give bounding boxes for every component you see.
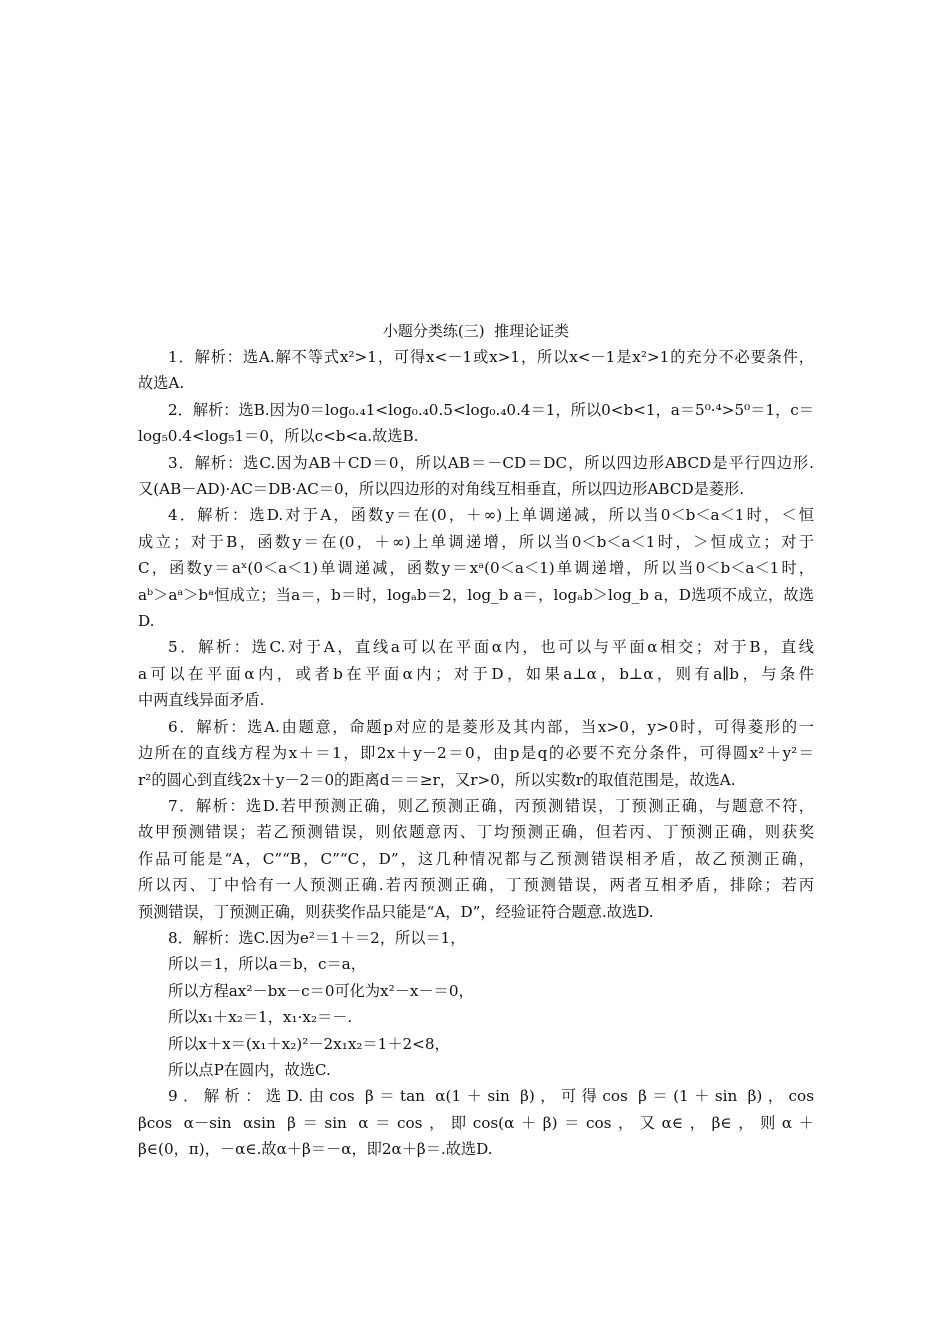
solution-paragraph <box>138 397 814 450</box>
document-body <box>138 318 814 1163</box>
paragraph-line: D. <box>138 612 155 631</box>
solution-paragraph <box>138 714 814 793</box>
paragraph-line: 故甲预测错误；若乙预测错误，则依题意丙、丁均预测正确，但若丙、丁预测正确，则获奖 <box>138 823 814 842</box>
paragraph-line: 8．解析：选C.因为e²＝1＋＝2，所以＝1， <box>168 928 466 947</box>
solution-paragraph <box>138 925 814 1083</box>
paragraph-line: 3．解析：选C.因为AB＋CD＝0，所以AB＝－CD＝DC，所以四边形ABCD是平行四边形. <box>168 453 814 472</box>
paragraph-line: 2．解析：选B.因为0＝log₀.₄1<log₀.₄0.5<log₀.₄0.4＝1，所以0<b<1，a＝5⁰·⁴>5⁰＝1，c＝ <box>168 400 814 419</box>
paragraph-line: 成立；对于B，函数y＝在(0，＋∞)上单调递增，所以当0＜b＜a＜1时，＞恒成立；对于 <box>138 532 814 551</box>
solution-paragraph <box>138 793 814 925</box>
paragraph-line: 又(AB－AD)·AC＝DB·AC＝0，所以四边形的对角线互相垂直，所以四边形ABCD是菱形. <box>138 480 745 499</box>
solution-paragraph <box>138 502 814 634</box>
paragraph-line: 9．解析：选D.由cos β＝tan α(1＋sin β)，可得cos β＝(1＋sin β)，cos <box>168 1087 814 1106</box>
paragraph-line: βcos α－sin αsin β＝sin α＝cos，即cos(α＋β)＝cos，又α∈，β∈，则α＋ <box>138 1113 814 1132</box>
paragraph-line: 所以方程ax²－bx－c＝0可化为x²－x－＝0， <box>168 981 474 1000</box>
paragraph-line: r²的圆心到直线2x＋y－2＝0的距离d＝＝≥r，又r>0，所以实数r的取值范围是，故选A. <box>138 770 736 789</box>
solution-paragraph <box>138 344 814 397</box>
paragraph-line: 作品可能是“A，C”“B，C”“C，D”，这几种情况都与乙预测错误相矛盾，故乙预测正确， <box>138 849 814 868</box>
paragraph-line: 所以x＋x＝(x₁＋x₂)²－2x₁x₂＝1＋2<8， <box>168 1034 450 1053</box>
paragraph-line: 所以x₁＋x₂＝1，x₁·x₂＝－. <box>168 1008 353 1027</box>
paragraph-line: 5．解析：选C.对于A，直线a可以在平面α内，也可以与平面α相交；对于B，直线 <box>168 638 814 657</box>
paragraph-line: 预测错误，丁预测正确，则获奖作品只能是“A，D”，经验证符合题意.故选D. <box>138 902 654 921</box>
solution-paragraph <box>138 634 814 713</box>
paragraph-line: 中两直线异面矛盾. <box>138 691 265 710</box>
paragraph-line: β∈(0，π)，－α∈.故α＋β＝－α，即2α＋β＝.故选D. <box>138 1140 493 1159</box>
solution-list <box>138 344 814 1163</box>
paragraph-line: aᵇ＞aᵃ＞bᵃ恒成立；当a＝，b＝时，logₐb＝2，log_b a＝，logₐb＞log_b a，D选项不成立，故选 <box>138 585 814 604</box>
paragraph-line: 故选A. <box>138 374 185 393</box>
paragraph-line: 1．解析：选A.解不等式x²>1，可得x<－1或x>1，所以x<－1是x²>1的充分不必要条件， <box>168 348 814 366</box>
paragraph-line: 所以点P在圆内，故选C. <box>168 1060 331 1079</box>
paragraph-line: log₅0.4<log₅1＝0，所以c<b<a.故选B. <box>138 427 419 446</box>
paragraph-line: 4．解析：选D.对于A，函数y＝在(0，＋∞)上单调递减，所以当0＜b＜a＜1时，＜恒 <box>168 506 814 525</box>
page-title: 小题分类练(三) 推理论证类 <box>382 322 570 340</box>
paragraph-line: C，函数y＝aˣ(0＜a＜1)单调递减，函数y＝xᵃ(0＜a＜1)单调递增，所以当0＜b＜a＜1时， <box>138 559 814 578</box>
paragraph-line: 6．解析：选A.由题意，命题p对应的是菱形及其内部，当x>0，y>0时，可得菱形的一 <box>168 717 814 736</box>
paragraph-line: 7．解析：选D.若甲预测正确，则乙预测正确，丙预测错误，丁预测正确，与题意不符， <box>168 796 814 815</box>
solution-paragraph <box>138 450 814 503</box>
paragraph-line: a可以在平面α内，或者b在平面α内；对于D，如果a⊥α，b⊥α，则有a∥b，与条件 <box>138 664 814 683</box>
paragraph-line: 所以丙、丁中恰有一人预测正确.若丙预测正确，丁预测错误，两者互相矛盾，排除；若丙 <box>138 876 814 895</box>
solution-paragraph <box>138 1083 814 1162</box>
paragraph-line: 所以＝1，所以a＝b，c＝a， <box>168 955 366 974</box>
paragraph-line: 边所在的直线方程为x＋＝1，即2x＋y－2＝0，由p是q的必要不充分条件，可得圆x²＋y²＝ <box>138 744 814 763</box>
